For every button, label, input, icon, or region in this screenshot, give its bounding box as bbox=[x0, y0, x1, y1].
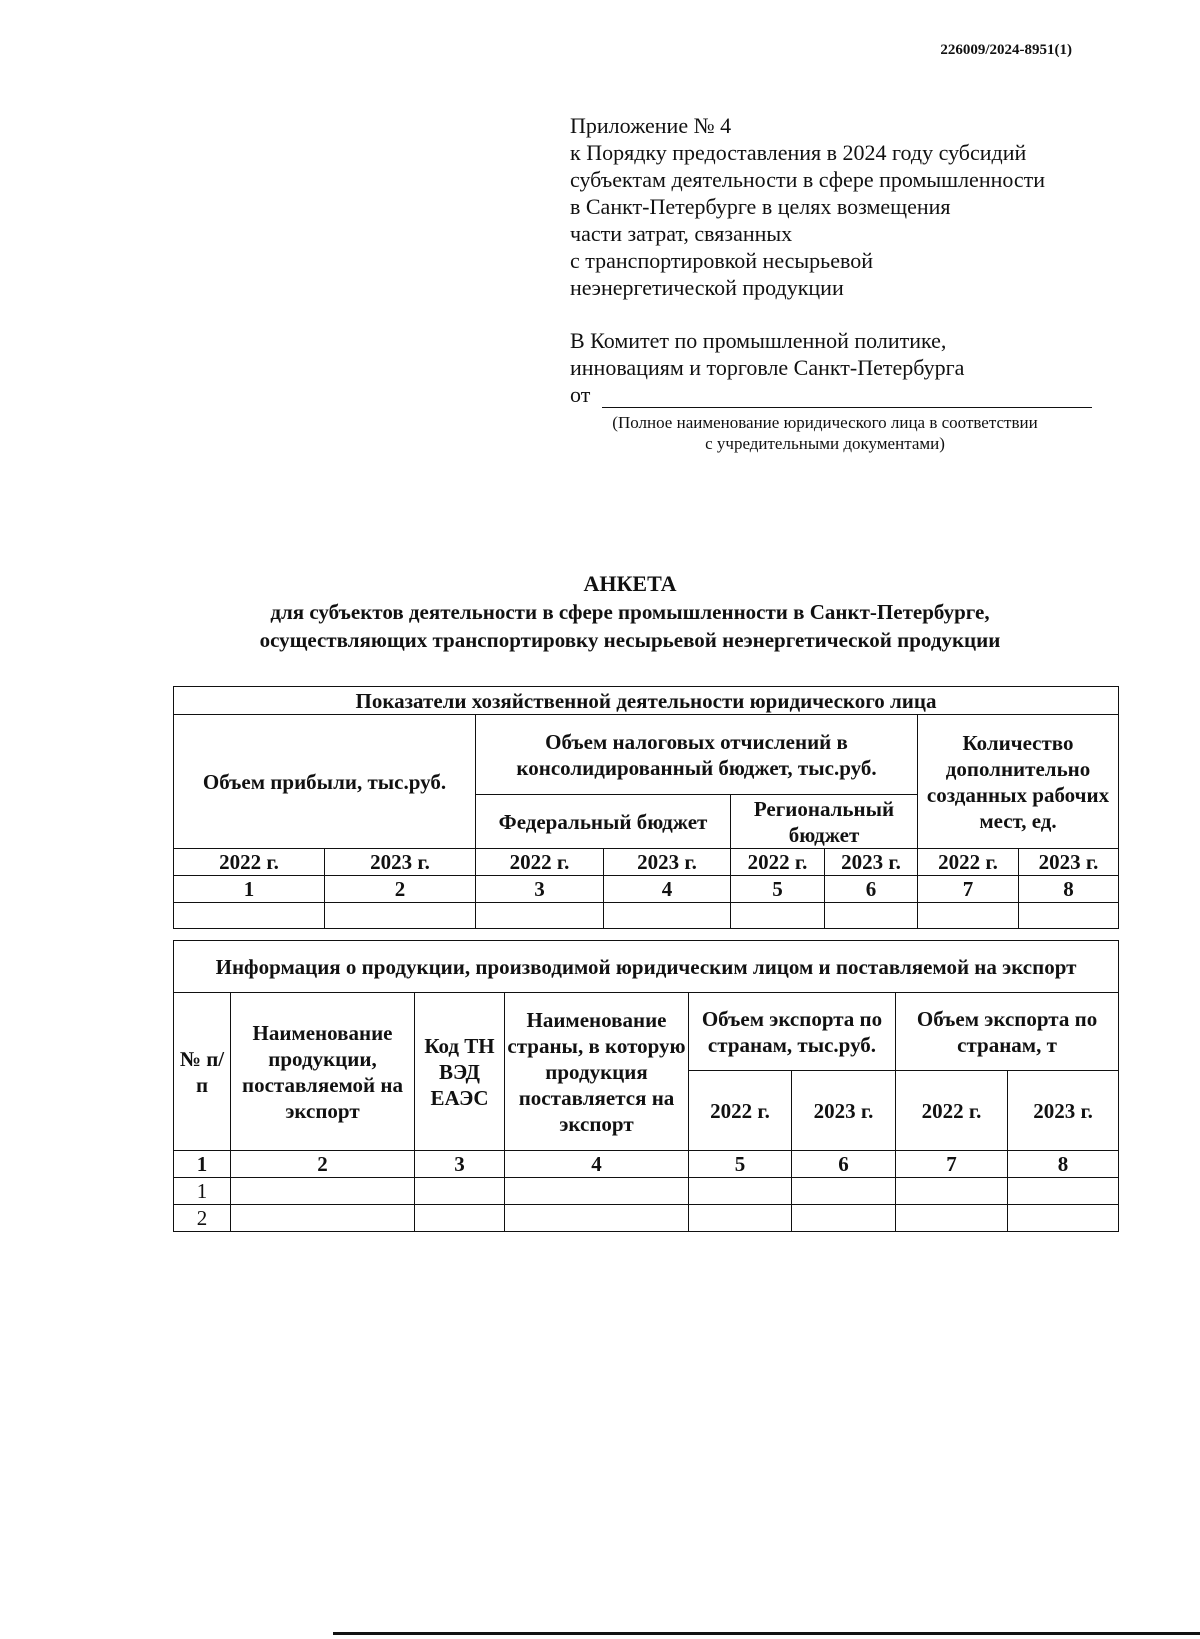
export-volume-tons-header: Объем экспорта по странам, т bbox=[896, 993, 1119, 1071]
empty-input-cell[interactable] bbox=[231, 1205, 415, 1232]
column-number: 5 bbox=[689, 1151, 792, 1178]
year-header: 2022 г. bbox=[896, 1071, 1008, 1151]
empty-input-cell[interactable] bbox=[505, 1205, 689, 1232]
column-number: 7 bbox=[896, 1151, 1008, 1178]
section-title: Показатели хозяйственной деятельности юридического лица bbox=[174, 687, 1119, 715]
from-line bbox=[570, 381, 1110, 408]
row-index: 1 bbox=[174, 1178, 231, 1205]
year-header: 2023 г. bbox=[604, 849, 731, 876]
country-header: Наименование страны, в которую продукция поставляется на экспорт bbox=[505, 993, 689, 1151]
column-number: 1 bbox=[174, 1151, 231, 1178]
from-caption-line: с учредительными документами) bbox=[705, 434, 945, 453]
appendix-line: неэнергетической продукции bbox=[570, 275, 844, 300]
year-header: 2023 г. bbox=[1019, 849, 1119, 876]
from-label: от bbox=[570, 382, 591, 407]
appendix-line: к Порядку предоставления в 2024 году субсидий bbox=[570, 140, 1027, 165]
regional-budget-header: Региональный бюджет bbox=[731, 795, 918, 849]
empty-input-cell[interactable] bbox=[918, 903, 1019, 929]
empty-input-cell[interactable] bbox=[415, 1178, 505, 1205]
empty-input-cell[interactable] bbox=[1019, 903, 1119, 929]
export-products-table bbox=[173, 940, 1119, 1232]
column-number: 1 bbox=[174, 876, 325, 903]
document-registration-number: 226009/2024-8951(1) bbox=[940, 42, 1072, 58]
tn-ved-code-header: Код ТН ВЭД ЕАЭС bbox=[415, 993, 505, 1151]
column-number: 3 bbox=[476, 876, 604, 903]
year-header: 2023 г. bbox=[325, 849, 476, 876]
appendix-line: части затрат, связанных bbox=[570, 221, 793, 246]
profit-header: Объем прибыли, тыс.руб. bbox=[174, 715, 476, 849]
appendix-line: в Санкт-Петербурге в целях возмещения bbox=[570, 194, 951, 219]
title-sub-line: осуществляющих транспортировку несырьевой неэнергетической продукции bbox=[259, 628, 1001, 652]
row-index: 2 bbox=[174, 1205, 231, 1232]
questionnaire-title bbox=[100, 570, 1160, 654]
from-caption bbox=[570, 412, 1080, 454]
empty-input-cell[interactable] bbox=[505, 1178, 689, 1205]
empty-input-cell[interactable] bbox=[476, 903, 604, 929]
product-name-header: Наименование продукции, поставляемой на экспорт bbox=[231, 993, 415, 1151]
row-number-header: № п/п bbox=[174, 993, 231, 1151]
addressee-line: инновациям и торговле Санкт-Петербурга bbox=[570, 355, 965, 380]
column-number: 6 bbox=[825, 876, 918, 903]
year-header: 2022 г. bbox=[731, 849, 825, 876]
column-number: 7 bbox=[918, 876, 1019, 903]
year-header: 2022 г. bbox=[689, 1071, 792, 1151]
empty-input-cell[interactable] bbox=[415, 1205, 505, 1232]
empty-input-cell[interactable] bbox=[689, 1178, 792, 1205]
empty-input-cell[interactable] bbox=[896, 1178, 1008, 1205]
column-number: 4 bbox=[505, 1151, 689, 1178]
business-indicators-table bbox=[173, 686, 1119, 929]
title-main: АНКЕТА bbox=[583, 571, 677, 596]
year-header: 2022 г. bbox=[476, 849, 604, 876]
empty-input-cell[interactable] bbox=[792, 1205, 896, 1232]
empty-input-cell[interactable] bbox=[896, 1205, 1008, 1232]
column-number: 2 bbox=[231, 1151, 415, 1178]
empty-input-cell[interactable] bbox=[174, 903, 325, 929]
appendix-line: Приложение № 4 bbox=[570, 113, 732, 138]
appendix-line: с транспортировкой несырьевой bbox=[570, 248, 873, 273]
empty-input-cell[interactable] bbox=[825, 903, 918, 929]
empty-input-cell[interactable] bbox=[792, 1178, 896, 1205]
addressee-block bbox=[570, 327, 1110, 454]
empty-input-cell[interactable] bbox=[1008, 1205, 1119, 1232]
federal-budget-header: Федеральный бюджет bbox=[476, 795, 731, 849]
column-number: 4 bbox=[604, 876, 731, 903]
column-number: 6 bbox=[792, 1151, 896, 1178]
export-volume-rub-header: Объем экспорта по странам, тыс.руб. bbox=[689, 993, 896, 1071]
empty-input-cell[interactable] bbox=[689, 1205, 792, 1232]
jobs-header: Количество дополнительно созданных рабочих мест, ед. bbox=[918, 715, 1119, 849]
empty-input-cell[interactable] bbox=[1008, 1178, 1119, 1205]
tax-header: Объем налоговых отчислений в консолидированный бюджет, тыс.руб. bbox=[476, 715, 918, 795]
empty-input-cell[interactable] bbox=[731, 903, 825, 929]
year-header: 2022 г. bbox=[174, 849, 325, 876]
from-caption-line: (Полное наименование юридического лица в соответствии bbox=[612, 413, 1038, 432]
column-number: 8 bbox=[1008, 1151, 1119, 1178]
empty-input-cell[interactable] bbox=[604, 903, 731, 929]
empty-input-cell[interactable] bbox=[325, 903, 476, 929]
year-header: 2023 г. bbox=[1008, 1071, 1119, 1151]
year-header: 2023 г. bbox=[825, 849, 918, 876]
title-sub-line: для субъектов деятельности в сфере промышленности в Санкт-Петербурге, bbox=[270, 600, 990, 624]
column-number: 3 bbox=[415, 1151, 505, 1178]
section-title: Информация о продукции, производимой юридическим лицом и поставляемой на экспорт bbox=[174, 941, 1119, 993]
from-fill-field[interactable] bbox=[602, 389, 1092, 408]
year-header: 2022 г. bbox=[918, 849, 1019, 876]
addressee-line: В Комитет по промышленной политике, bbox=[570, 328, 947, 353]
column-number: 2 bbox=[325, 876, 476, 903]
empty-input-cell[interactable] bbox=[231, 1178, 415, 1205]
column-number: 8 bbox=[1019, 876, 1119, 903]
scan-edge-line bbox=[333, 1632, 1200, 1635]
appendix-line: субъектам деятельности в сфере промышленности bbox=[570, 167, 1046, 192]
column-number: 5 bbox=[731, 876, 825, 903]
year-header: 2023 г. bbox=[792, 1071, 896, 1151]
appendix-header bbox=[570, 112, 1110, 301]
